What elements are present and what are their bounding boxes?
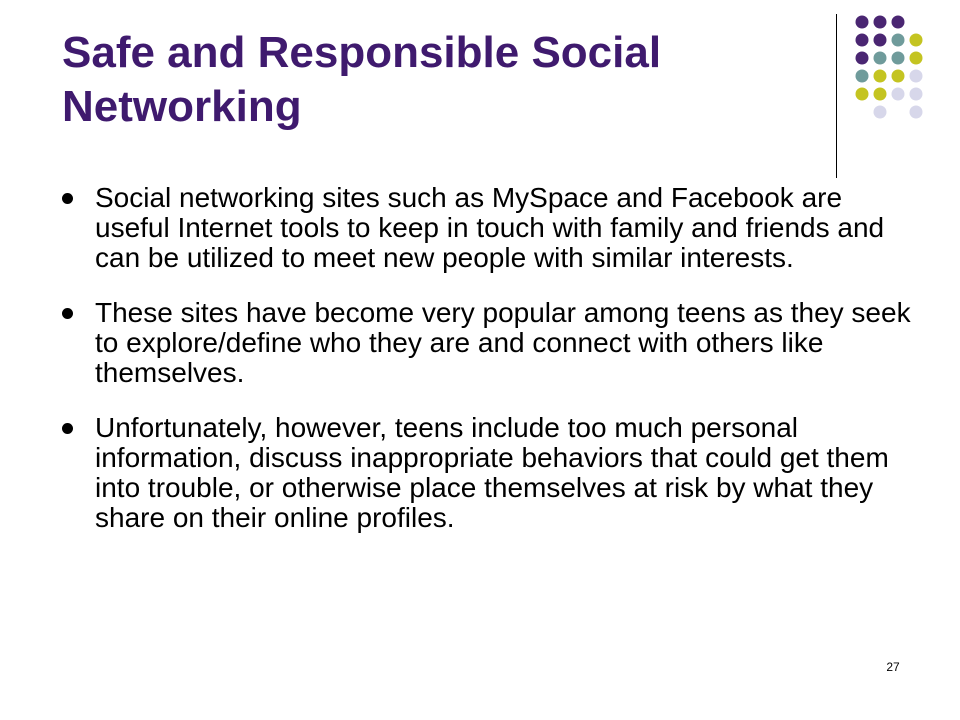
decorative-dot (892, 88, 905, 101)
bullet-item (62, 298, 912, 388)
bullet-text: These sites have become very popular among teens as they seek to explore/define who they are and connect with others like themselves. (95, 297, 911, 388)
decorative-dot (856, 16, 869, 29)
decorative-dot (892, 52, 905, 65)
decorative-dot (874, 16, 887, 29)
bullet-dot-icon (62, 193, 73, 204)
bullet-item (62, 413, 912, 533)
decorative-dot (874, 88, 887, 101)
decorative-dot (874, 106, 887, 119)
decorative-dot (910, 88, 923, 101)
bullet-text: Social networking sites such as MySpace and Facebook are useful Internet tools to keep in touch with family and friends and can be utilized to meet new people with similar interests. (95, 182, 885, 273)
decorative-dot (910, 70, 923, 83)
slide-title-line-1: Safe and Responsible Social (62, 28, 662, 77)
decorative-dot (874, 34, 887, 47)
decorative-dot (892, 34, 905, 47)
slide-title-line-2: Networking (62, 82, 302, 131)
decorative-dot (910, 106, 923, 119)
bullet-dot-icon (62, 308, 73, 319)
bullet-dot-icon (62, 423, 73, 434)
decorative-dot (892, 70, 905, 83)
decorative-dot (856, 88, 869, 101)
decorative-dot (856, 52, 869, 65)
decorative-dot (910, 34, 923, 47)
bullet-list (62, 183, 912, 558)
bullet-item (62, 183, 912, 273)
decorative-dot (892, 16, 905, 29)
decorative-dot (856, 70, 869, 83)
bullet-text: Unfortunately, however, teens include too much personal information, discuss inappropriate behaviors that could get them into trouble, or otherwise place themselves at risk by what they share on their online profiles. (95, 412, 889, 533)
decorative-dot (910, 52, 923, 65)
decorative-dot-grid (0, 0, 960, 200)
decorative-dot (856, 34, 869, 47)
decorative-dot (874, 70, 887, 83)
decorative-dot (874, 52, 887, 65)
page-number: 27 (886, 660, 900, 674)
